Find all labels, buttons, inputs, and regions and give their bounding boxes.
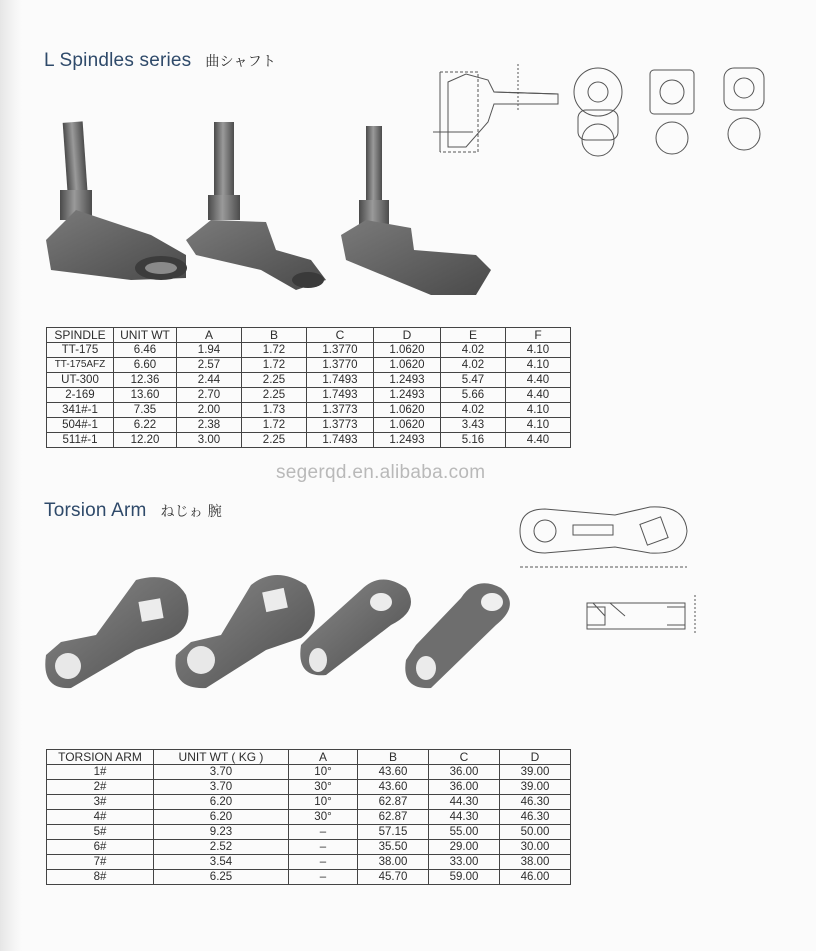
table-cell: 62.87 bbox=[358, 810, 429, 825]
table-cell: 50.00 bbox=[500, 825, 571, 840]
table-cell: 3.00 bbox=[177, 433, 242, 448]
table-cell: 4.40 bbox=[506, 373, 571, 388]
table-cell: 36.00 bbox=[429, 780, 500, 795]
table-cell: – bbox=[289, 825, 358, 840]
torsion-title: Torsion Arm bbox=[44, 500, 147, 521]
table-row bbox=[47, 810, 571, 825]
table-cell: 55.00 bbox=[429, 825, 500, 840]
column-header: B bbox=[242, 328, 307, 343]
table-row bbox=[47, 343, 571, 358]
column-header: C bbox=[307, 328, 374, 343]
table-cell: 46.30 bbox=[500, 810, 571, 825]
table-cell: 7.35 bbox=[114, 403, 177, 418]
table-row bbox=[47, 840, 571, 855]
table-row bbox=[47, 780, 571, 795]
table-cell: 1.0620 bbox=[374, 418, 441, 433]
table-cell: 1.2493 bbox=[374, 433, 441, 448]
table-cell: 1.72 bbox=[242, 418, 307, 433]
table-row bbox=[47, 403, 571, 418]
table-cell: 4.02 bbox=[441, 358, 506, 373]
spindles-section-title bbox=[44, 50, 276, 72]
table-cell: 13.60 bbox=[114, 388, 177, 403]
column-header: E bbox=[441, 328, 506, 343]
table-cell: 1.3773 bbox=[307, 418, 374, 433]
table-header-row bbox=[47, 750, 571, 765]
column-header: A bbox=[289, 750, 358, 765]
table-cell: 35.50 bbox=[358, 840, 429, 855]
table-cell: 6# bbox=[47, 840, 154, 855]
table-cell: 2.52 bbox=[154, 840, 289, 855]
table-row bbox=[47, 373, 571, 388]
table-cell: 62.87 bbox=[358, 795, 429, 810]
table-cell: 1.73 bbox=[242, 403, 307, 418]
torsion-table bbox=[46, 749, 571, 885]
table-cell: – bbox=[289, 855, 358, 870]
column-header: F bbox=[506, 328, 571, 343]
page-edge-shadow bbox=[0, 0, 22, 951]
table-cell: 1.2493 bbox=[374, 388, 441, 403]
table-cell: UT-300 bbox=[47, 373, 114, 388]
table-cell: 5# bbox=[47, 825, 154, 840]
column-header: C bbox=[429, 750, 500, 765]
table-cell: 38.00 bbox=[358, 855, 429, 870]
spindle-technical-drawings bbox=[418, 52, 798, 172]
table-cell: 1.3773 bbox=[307, 403, 374, 418]
table-row bbox=[47, 388, 571, 403]
table-cell: 3.54 bbox=[154, 855, 289, 870]
table-cell: 2.44 bbox=[177, 373, 242, 388]
table-cell: – bbox=[289, 870, 358, 885]
watermark: segerqd.en.alibaba.com bbox=[276, 462, 486, 483]
table-cell: 4.02 bbox=[441, 343, 506, 358]
torsion-section-title bbox=[44, 500, 222, 522]
table-cell: 2.70 bbox=[177, 388, 242, 403]
table-row bbox=[47, 870, 571, 885]
table-cell: 1.7493 bbox=[307, 388, 374, 403]
table-row bbox=[47, 358, 571, 373]
table-cell: 39.00 bbox=[500, 765, 571, 780]
table-cell: 6.20 bbox=[154, 795, 289, 810]
torsion-arm-photo-3 bbox=[300, 579, 411, 675]
table-cell: 1.0620 bbox=[374, 343, 441, 358]
table-cell: 2.38 bbox=[177, 418, 242, 433]
table-cell: 2.25 bbox=[242, 388, 307, 403]
table-cell: 4.40 bbox=[506, 433, 571, 448]
table-cell: 39.00 bbox=[500, 780, 571, 795]
table-cell: 2# bbox=[47, 780, 154, 795]
table-cell: 1.0620 bbox=[374, 403, 441, 418]
table-cell: 10° bbox=[289, 765, 358, 780]
table-cell: TT-175AFZ bbox=[47, 358, 114, 373]
table-cell: 2.57 bbox=[177, 358, 242, 373]
column-header: SPINDLE bbox=[47, 328, 114, 343]
table-cell: TT-175 bbox=[47, 343, 114, 358]
table-cell: 2.25 bbox=[242, 373, 307, 388]
column-header: D bbox=[500, 750, 571, 765]
table-cell: 5.16 bbox=[441, 433, 506, 448]
table-cell: 12.36 bbox=[114, 373, 177, 388]
table-cell: 1.3770 bbox=[307, 358, 374, 373]
table-row bbox=[47, 418, 571, 433]
table-cell: 30.00 bbox=[500, 840, 571, 855]
table-cell: 2.25 bbox=[242, 433, 307, 448]
column-header: D bbox=[374, 328, 441, 343]
column-header: TORSION ARM bbox=[47, 750, 154, 765]
table-cell: 44.30 bbox=[429, 810, 500, 825]
column-header: UNIT WT bbox=[114, 328, 177, 343]
table-cell: 4.40 bbox=[506, 388, 571, 403]
spindles-title-jp: 曲シャフト bbox=[205, 54, 277, 70]
table-cell: 1.3770 bbox=[307, 343, 374, 358]
table-cell: 4.10 bbox=[506, 358, 571, 373]
table-row bbox=[47, 433, 571, 448]
table-cell: 3.70 bbox=[154, 780, 289, 795]
table-cell: 1.94 bbox=[177, 343, 242, 358]
torsion-arm-photo-4 bbox=[405, 583, 510, 688]
table-cell: 45.70 bbox=[358, 870, 429, 885]
table-cell: 2-169 bbox=[47, 388, 114, 403]
table-cell: 43.60 bbox=[358, 765, 429, 780]
table-cell: 12.20 bbox=[114, 433, 177, 448]
table-cell: 8# bbox=[47, 870, 154, 885]
table-cell: 4# bbox=[47, 810, 154, 825]
table-cell: 29.00 bbox=[429, 840, 500, 855]
table-cell: 504#-1 bbox=[47, 418, 114, 433]
torsion-technical-drawings bbox=[515, 495, 775, 635]
table-cell: 1.2493 bbox=[374, 373, 441, 388]
table-cell: 511#-1 bbox=[47, 433, 114, 448]
table-cell: 9.23 bbox=[154, 825, 289, 840]
table-cell: 46.30 bbox=[500, 795, 571, 810]
table-cell: 38.00 bbox=[500, 855, 571, 870]
spindle-photo-2 bbox=[186, 122, 326, 290]
table-cell: 4.10 bbox=[506, 403, 571, 418]
table-cell: – bbox=[289, 840, 358, 855]
table-cell: 33.00 bbox=[429, 855, 500, 870]
table-cell: 5.47 bbox=[441, 373, 506, 388]
table-cell: 4.10 bbox=[506, 418, 571, 433]
column-header: B bbox=[358, 750, 429, 765]
torsion-arm-photo-2 bbox=[175, 575, 315, 688]
table-cell: 6.46 bbox=[114, 343, 177, 358]
table-cell: 1.0620 bbox=[374, 358, 441, 373]
table-cell: 2.00 bbox=[177, 403, 242, 418]
table-cell: 3# bbox=[47, 795, 154, 810]
column-header: A bbox=[177, 328, 242, 343]
table-cell: 3.70 bbox=[154, 765, 289, 780]
table-cell: 59.00 bbox=[429, 870, 500, 885]
table-cell: 30° bbox=[289, 780, 358, 795]
table-row bbox=[47, 795, 571, 810]
table-cell: 1.72 bbox=[242, 343, 307, 358]
spindles-title: L Spindles series bbox=[44, 50, 192, 71]
table-cell: 57.15 bbox=[358, 825, 429, 840]
table-cell: 44.30 bbox=[429, 795, 500, 810]
table-cell: 1# bbox=[47, 765, 154, 780]
table-cell: 10° bbox=[289, 795, 358, 810]
table-row bbox=[47, 765, 571, 780]
torsion-arm-photo-1 bbox=[45, 577, 188, 688]
spindle-photo-1 bbox=[46, 121, 187, 280]
table-cell: 6.20 bbox=[154, 810, 289, 825]
table-cell: 4.10 bbox=[506, 343, 571, 358]
table-row bbox=[47, 825, 571, 840]
table-row bbox=[47, 855, 571, 870]
torsion-arm-photos bbox=[36, 560, 526, 710]
table-header-row bbox=[47, 328, 571, 343]
table-cell: 46.00 bbox=[500, 870, 571, 885]
table-cell: 1.7493 bbox=[307, 433, 374, 448]
column-header: UNIT WT ( KG ) bbox=[154, 750, 289, 765]
table-cell: 7# bbox=[47, 855, 154, 870]
table-cell: 4.02 bbox=[441, 403, 506, 418]
table-cell: 341#-1 bbox=[47, 403, 114, 418]
table-cell: 3.43 bbox=[441, 418, 506, 433]
table-cell: 6.60 bbox=[114, 358, 177, 373]
table-cell: 1.7493 bbox=[307, 373, 374, 388]
spindles-table bbox=[46, 327, 571, 448]
table-cell: 30° bbox=[289, 810, 358, 825]
table-cell: 36.00 bbox=[429, 765, 500, 780]
table-cell: 6.25 bbox=[154, 870, 289, 885]
torsion-title-jp: ねじゎ 腕 bbox=[160, 504, 222, 520]
table-cell: 5.66 bbox=[441, 388, 506, 403]
table-cell: 6.22 bbox=[114, 418, 177, 433]
table-cell: 1.72 bbox=[242, 358, 307, 373]
table-cell: 43.60 bbox=[358, 780, 429, 795]
